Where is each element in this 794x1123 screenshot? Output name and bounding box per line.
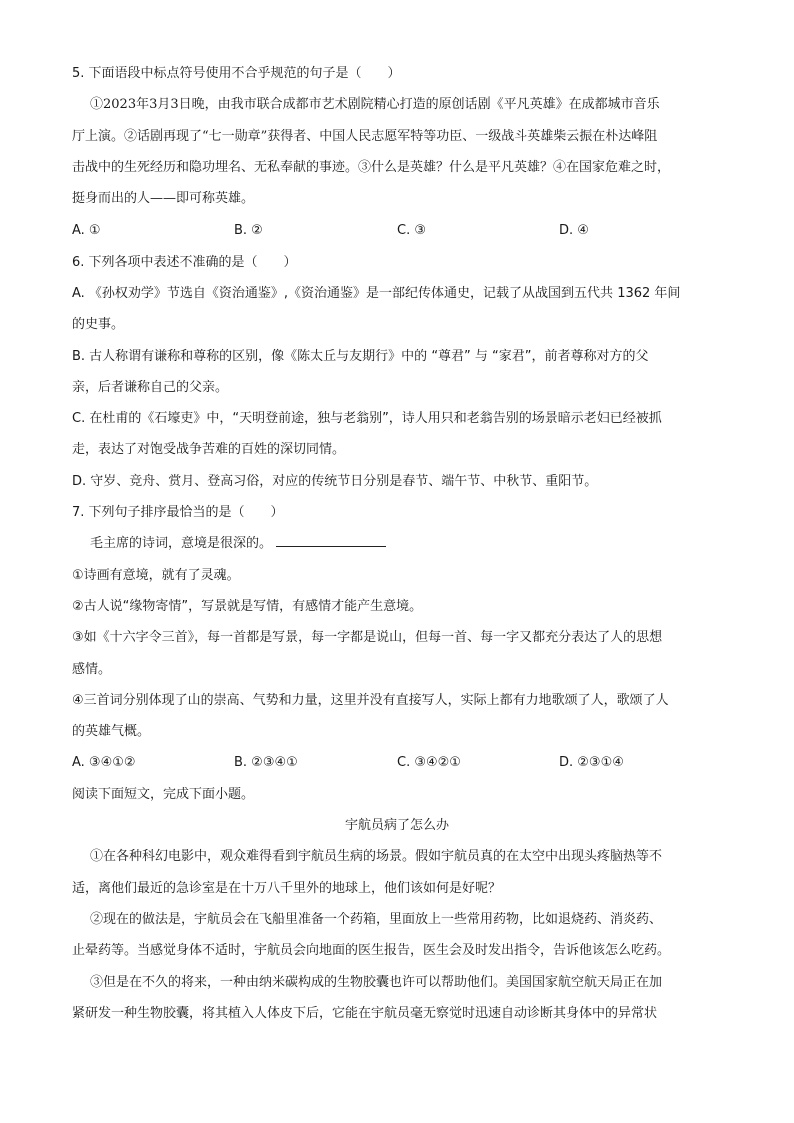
q6-line: A. 《孙权劝学》节选自《资治通鉴》,《资治通鉴》是一部纪传体通史，记载了从战国到五代共 1362 年间 — [72, 286, 681, 301]
q7-line: ①诗画有意境，就有了灵魂。 — [72, 568, 240, 583]
q6-line: 走，表达了对饱受战争苦难的百姓的深切同情。 — [72, 442, 346, 457]
answer-blank — [276, 534, 386, 547]
q7-option-c: C. ③④②① — [397, 755, 461, 770]
reading-line: 止晕药等。当感觉身体不适时，宇航员会向地面的医生报告，医生会及时发出指令，告诉他该怎么吃药。 — [72, 943, 671, 958]
q6-line: D. 守岁、竞舟、赏月、登高习俗，对应的传统节日分别是春节、端午节、中秋节、重阳节。 — [72, 474, 598, 489]
q6-line: 亲，后者谦称自己的父亲。 — [72, 380, 229, 395]
q7-line: ③如《十六字令三首》，每一首都是写景，每一字都是说山，但每一首、每一字又都充分表达了人的思想 — [72, 630, 663, 645]
q7-line: 感情。 — [72, 662, 112, 677]
question-5-stem: 5. 下面语段中标点符号使用不合乎规范的句子是（ ） — [72, 66, 401, 81]
q6-line: B. 古人称谓有谦称和尊称的区别，像《陈太丘与友期行》中的 “尊君” 与 “家君”，前者尊称对方的父 — [72, 349, 649, 364]
q5-option-d: D. ④ — [559, 223, 589, 238]
reading-line: ②现在的做法是，宇航员会在飞船里准备一个药箱，里面放上一些常用药物，比如退烧药、消炎药、 — [90, 912, 663, 927]
q5-passage-line: 击战中的生死经历和隐功埋名、无私奉献的事迹。③什么是英雄？什么是平凡英雄？④在国家危难之时， — [72, 160, 671, 175]
reading-title: 宇航员病了怎么办 — [344, 818, 449, 833]
q7-option-b: B. ②③④① — [234, 755, 298, 770]
reading-instruction: 阅读下面短文，完成下面小题。 — [72, 787, 255, 802]
q7-lead — [90, 534, 386, 554]
reading-line: ①在各种科幻电影中，观众难得看到宇航员生病的场景。假如宇航员真的在太空中出现头疼脑热等不 — [90, 849, 663, 864]
q7-lead-text: 毛主席的诗词，意境是很深的。 — [90, 536, 273, 551]
q5-option-c: C. ③ — [397, 223, 426, 238]
question-7-stem: 7. 下列句子排序最恰当的是（ ） — [72, 505, 284, 520]
q6-line: 的史事。 — [72, 317, 125, 332]
q7-line: ④三首词分别体现了山的崇高、气势和力量，这里并没有直接写人，实际上都有力地歌颂了人，歌颂了人 — [72, 693, 669, 708]
q5-passage-line: ①2023年3月3日晚，由我市联合成都市艺术剧院精心打造的原创话剧《平凡英雄》在成都城市音乐 — [90, 97, 660, 112]
reading-line: 紧研发一种生物胶囊，将其植入人体皮下后，它能在宇航员毫无察觉时迅速自动诊断其身体中的异常状 — [72, 1006, 658, 1021]
q6-line: C. 在杜甫的《石壕吏》中，“天明登前途，独与老翁别”，诗人用只和老翁告别的场景暗示老妇已经被抓 — [72, 411, 662, 426]
q7-option-d: D. ②③①④ — [559, 755, 624, 770]
q5-option-b: B. ② — [234, 223, 263, 238]
q5-passage-line: 厅上演。②话剧再现了“七一勋章”获得者、中国人民志愿军特等功臣、一级战斗英雄柴云振在朴达峰阻 — [72, 129, 658, 144]
q7-line: 的英雄气概。 — [72, 724, 151, 739]
q5-passage-line: 挺身而出的人——即可称英雄。 — [72, 191, 255, 206]
q5-option-a: A. ① — [72, 223, 101, 238]
reading-line: ③但是在不久的将来，一种由纳米碳构成的生物胶囊也许可以帮助他们。美国国家航空航天局正在加 — [90, 975, 663, 990]
q7-line: ②古人说“缘物寄情”，写景就是写情，有感情才能产生意境。 — [72, 599, 423, 614]
question-6-stem: 6. 下列各项中表述不准确的是（ ） — [72, 255, 297, 270]
reading-line: 适，离他们最近的急诊室是在十万八千里外的地球上，他们该如何是好呢？ — [72, 881, 502, 896]
q7-option-a: A. ③④①② — [72, 755, 136, 770]
